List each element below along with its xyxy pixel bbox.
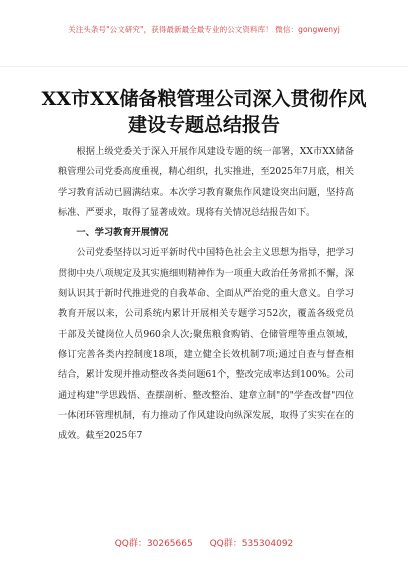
top-banner bbox=[0, 0, 408, 67]
document-title bbox=[40, 86, 368, 138]
intro-paragraph: 根据上级党委关于深入开展作风建设专题的统一部署，XX市XX储备粮管理公司党委高度重视，精心组织，扎实推进，至2025年7月底，相关学习教育活动已圆满结束。本次学习教育聚焦作风建设突出问题，坚持高标准、严要求，取得了显著成效。现将有关情况总结报告如下。 bbox=[58, 146, 354, 218]
section-heading: 一、学习教育开展情况 bbox=[76, 227, 169, 239]
section-paragraph: 公司党委坚持以习近平新时代中国特色社会主义思想为指导，把学习贯彻中央八项规定及其实施细则精神作为一项重大政治任务常抓不懈，深刻认识其于新时代推进党的自我革命、全面从严治党的重大意义。自学习教育开展以来，公司系统内累计开展相关专题学习52次，覆盖各级党员干部及关键岗位人员960余人次;聚焦粮食购销、仓储管理等重点领域，修订完善各类内控制度18项，建立健全长效机制7项;通过自查与督查相结合，累计发现并推动整改各类问题61个，整改完成率达到100%。公司通过构建"学思践悟、查摆剖析、整改整治、建章立制"的"学查改督"四位一体闭环管理机制，有力推动了作风建设向纵深发展，取得了实实在在的成效。截至2025年7 bbox=[58, 247, 354, 442]
document-body bbox=[58, 142, 354, 446]
footer-qq-group-2: QQ群：535304092 bbox=[209, 539, 294, 549]
footer-qq-group-1: QQ群：30265665 bbox=[114, 539, 193, 549]
header-notice: 关注头条号"公文研究"，获得最新最全最专业的公文资料库！ 微信：gongwenyj bbox=[68, 25, 340, 34]
footer bbox=[0, 536, 408, 549]
title-line-1: XX市XX储备粮管理公司深入贯彻作风 bbox=[41, 88, 367, 110]
title-line-2: 建设专题总结报告 bbox=[127, 114, 280, 136]
